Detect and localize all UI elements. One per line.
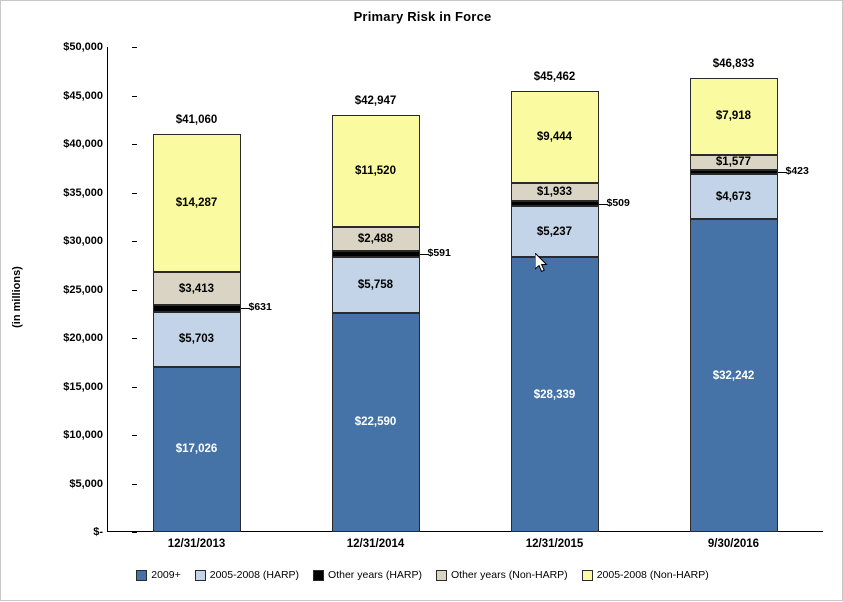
bar-segment[interactable] (511, 183, 599, 202)
legend-swatch (136, 570, 147, 581)
legend-swatch (313, 570, 324, 581)
bar-segment[interactable] (153, 134, 241, 273)
bar-stack[interactable] (332, 47, 451, 532)
bar-segment-label: $5,758 (357, 278, 394, 291)
y-axis-tick-label: $40,000 (63, 138, 103, 150)
bar-segment-label: $9,444 (536, 130, 573, 143)
y-axis-title: (in millions) (11, 266, 23, 328)
bar-segment[interactable] (690, 170, 778, 174)
bar-segment-label: $7,918 (715, 110, 752, 123)
legend-item[interactable] (136, 569, 181, 581)
y-axis-tick-label: $10,000 (63, 429, 103, 441)
bar-segment[interactable] (511, 91, 599, 183)
x-axis-tick-label: 12/31/2015 (525, 538, 584, 550)
bar-segment-label: $22,590 (354, 416, 397, 429)
callout-leader-line (778, 172, 786, 173)
bar-stack[interactable] (690, 47, 809, 532)
legend-label: 2009+ (151, 569, 181, 581)
bar-segment-callout-label: $509 (606, 196, 630, 209)
bar-segment-label: $5,703 (178, 333, 215, 346)
legend-label: 2005-2008 (Non-HARP) (596, 569, 709, 581)
y-axis-tick-label: $- (93, 526, 103, 538)
bar-segment-label: $2,488 (357, 233, 394, 246)
y-axis-tick-label: $30,000 (63, 235, 103, 247)
legend-label: 2005-2008 (HARP) (209, 569, 300, 581)
bar-segment[interactable] (332, 257, 420, 313)
bar-segment[interactable] (511, 201, 599, 206)
bar-segment[interactable] (332, 251, 420, 257)
bar-segment-callout-label: $591 (427, 247, 451, 260)
y-axis-tick-label: $15,000 (63, 380, 103, 393)
bar-total-label: $41,060 (175, 113, 218, 126)
plot-area (107, 47, 823, 532)
x-axis-tick-label: 9/30/2016 (707, 538, 760, 550)
bar-stack[interactable] (511, 47, 630, 532)
bar-segment[interactable] (690, 219, 778, 532)
bar-segment-label: $4,673 (715, 190, 752, 203)
bar-total-label: $42,947 (354, 95, 397, 108)
bar-segment[interactable] (332, 227, 420, 251)
bar-segment[interactable] (511, 257, 599, 532)
bar-segment[interactable] (690, 155, 778, 170)
chart-title: Primary Risk in Force (353, 9, 492, 24)
bar-segment[interactable] (332, 313, 420, 532)
bar-segment[interactable] (153, 312, 241, 367)
bar-segment[interactable] (511, 206, 599, 257)
legend-label: Other years (HARP) (328, 569, 422, 581)
x-axis-tick-label: 12/31/2014 (346, 538, 405, 550)
legend-item[interactable] (313, 569, 422, 581)
bar-total-label: $46,833 (712, 57, 755, 70)
y-axis-tick-label: $25,000 (63, 283, 103, 296)
bar-segment-callout-label: $423 (785, 164, 809, 177)
bar-segment-label: $11,520 (355, 165, 396, 178)
bar-segment-label: $28,339 (533, 388, 576, 401)
y-axis-tick-labels (31, 1, 103, 602)
legend-label: Other years (Non-HARP) (450, 569, 568, 581)
legend-item[interactable] (582, 569, 709, 581)
y-axis-tick-label: $45,000 (63, 89, 103, 102)
y-axis-tick-label: $50,000 (63, 41, 103, 53)
x-axis-tick-label: 12/31/2013 (167, 538, 226, 550)
bar-stack[interactable] (153, 47, 272, 532)
legend-swatch (582, 570, 593, 581)
y-axis-tick-label: $20,000 (63, 332, 103, 344)
chart-legend (1, 569, 843, 581)
bar-segment[interactable] (690, 174, 778, 219)
callout-leader-line (241, 308, 249, 309)
legend-swatch (195, 570, 206, 581)
bar-segment[interactable] (690, 78, 778, 155)
bar-segment-label: $5,237 (536, 225, 573, 238)
bar-segment[interactable] (153, 305, 241, 311)
bar-segment-label: $1,577 (715, 156, 752, 169)
legend-item[interactable] (195, 569, 299, 581)
callout-leader-line (420, 254, 428, 255)
bar-segment-label: $17,026 (175, 443, 218, 456)
y-axis-tick-label: $35,000 (63, 186, 103, 199)
callout-leader-line (599, 204, 607, 205)
legend-swatch (436, 570, 447, 581)
bar-segment[interactable] (332, 115, 420, 227)
legend-item[interactable] (436, 569, 568, 581)
bar-total-label: $45,462 (533, 71, 576, 84)
bar-segment-label: $1,933 (536, 186, 573, 198)
y-axis-tick-label: $5,000 (69, 477, 103, 490)
bar-segment-label: $14,287 (175, 196, 218, 209)
bar-segment-callout-label: $631 (248, 301, 272, 314)
bar-segment-label: $32,242 (712, 369, 755, 382)
y-axis-tick-mark (132, 532, 137, 533)
bar-segment[interactable] (153, 272, 241, 305)
bar-segment-label: $3,413 (178, 282, 215, 295)
bar-segment[interactable] (153, 367, 241, 532)
